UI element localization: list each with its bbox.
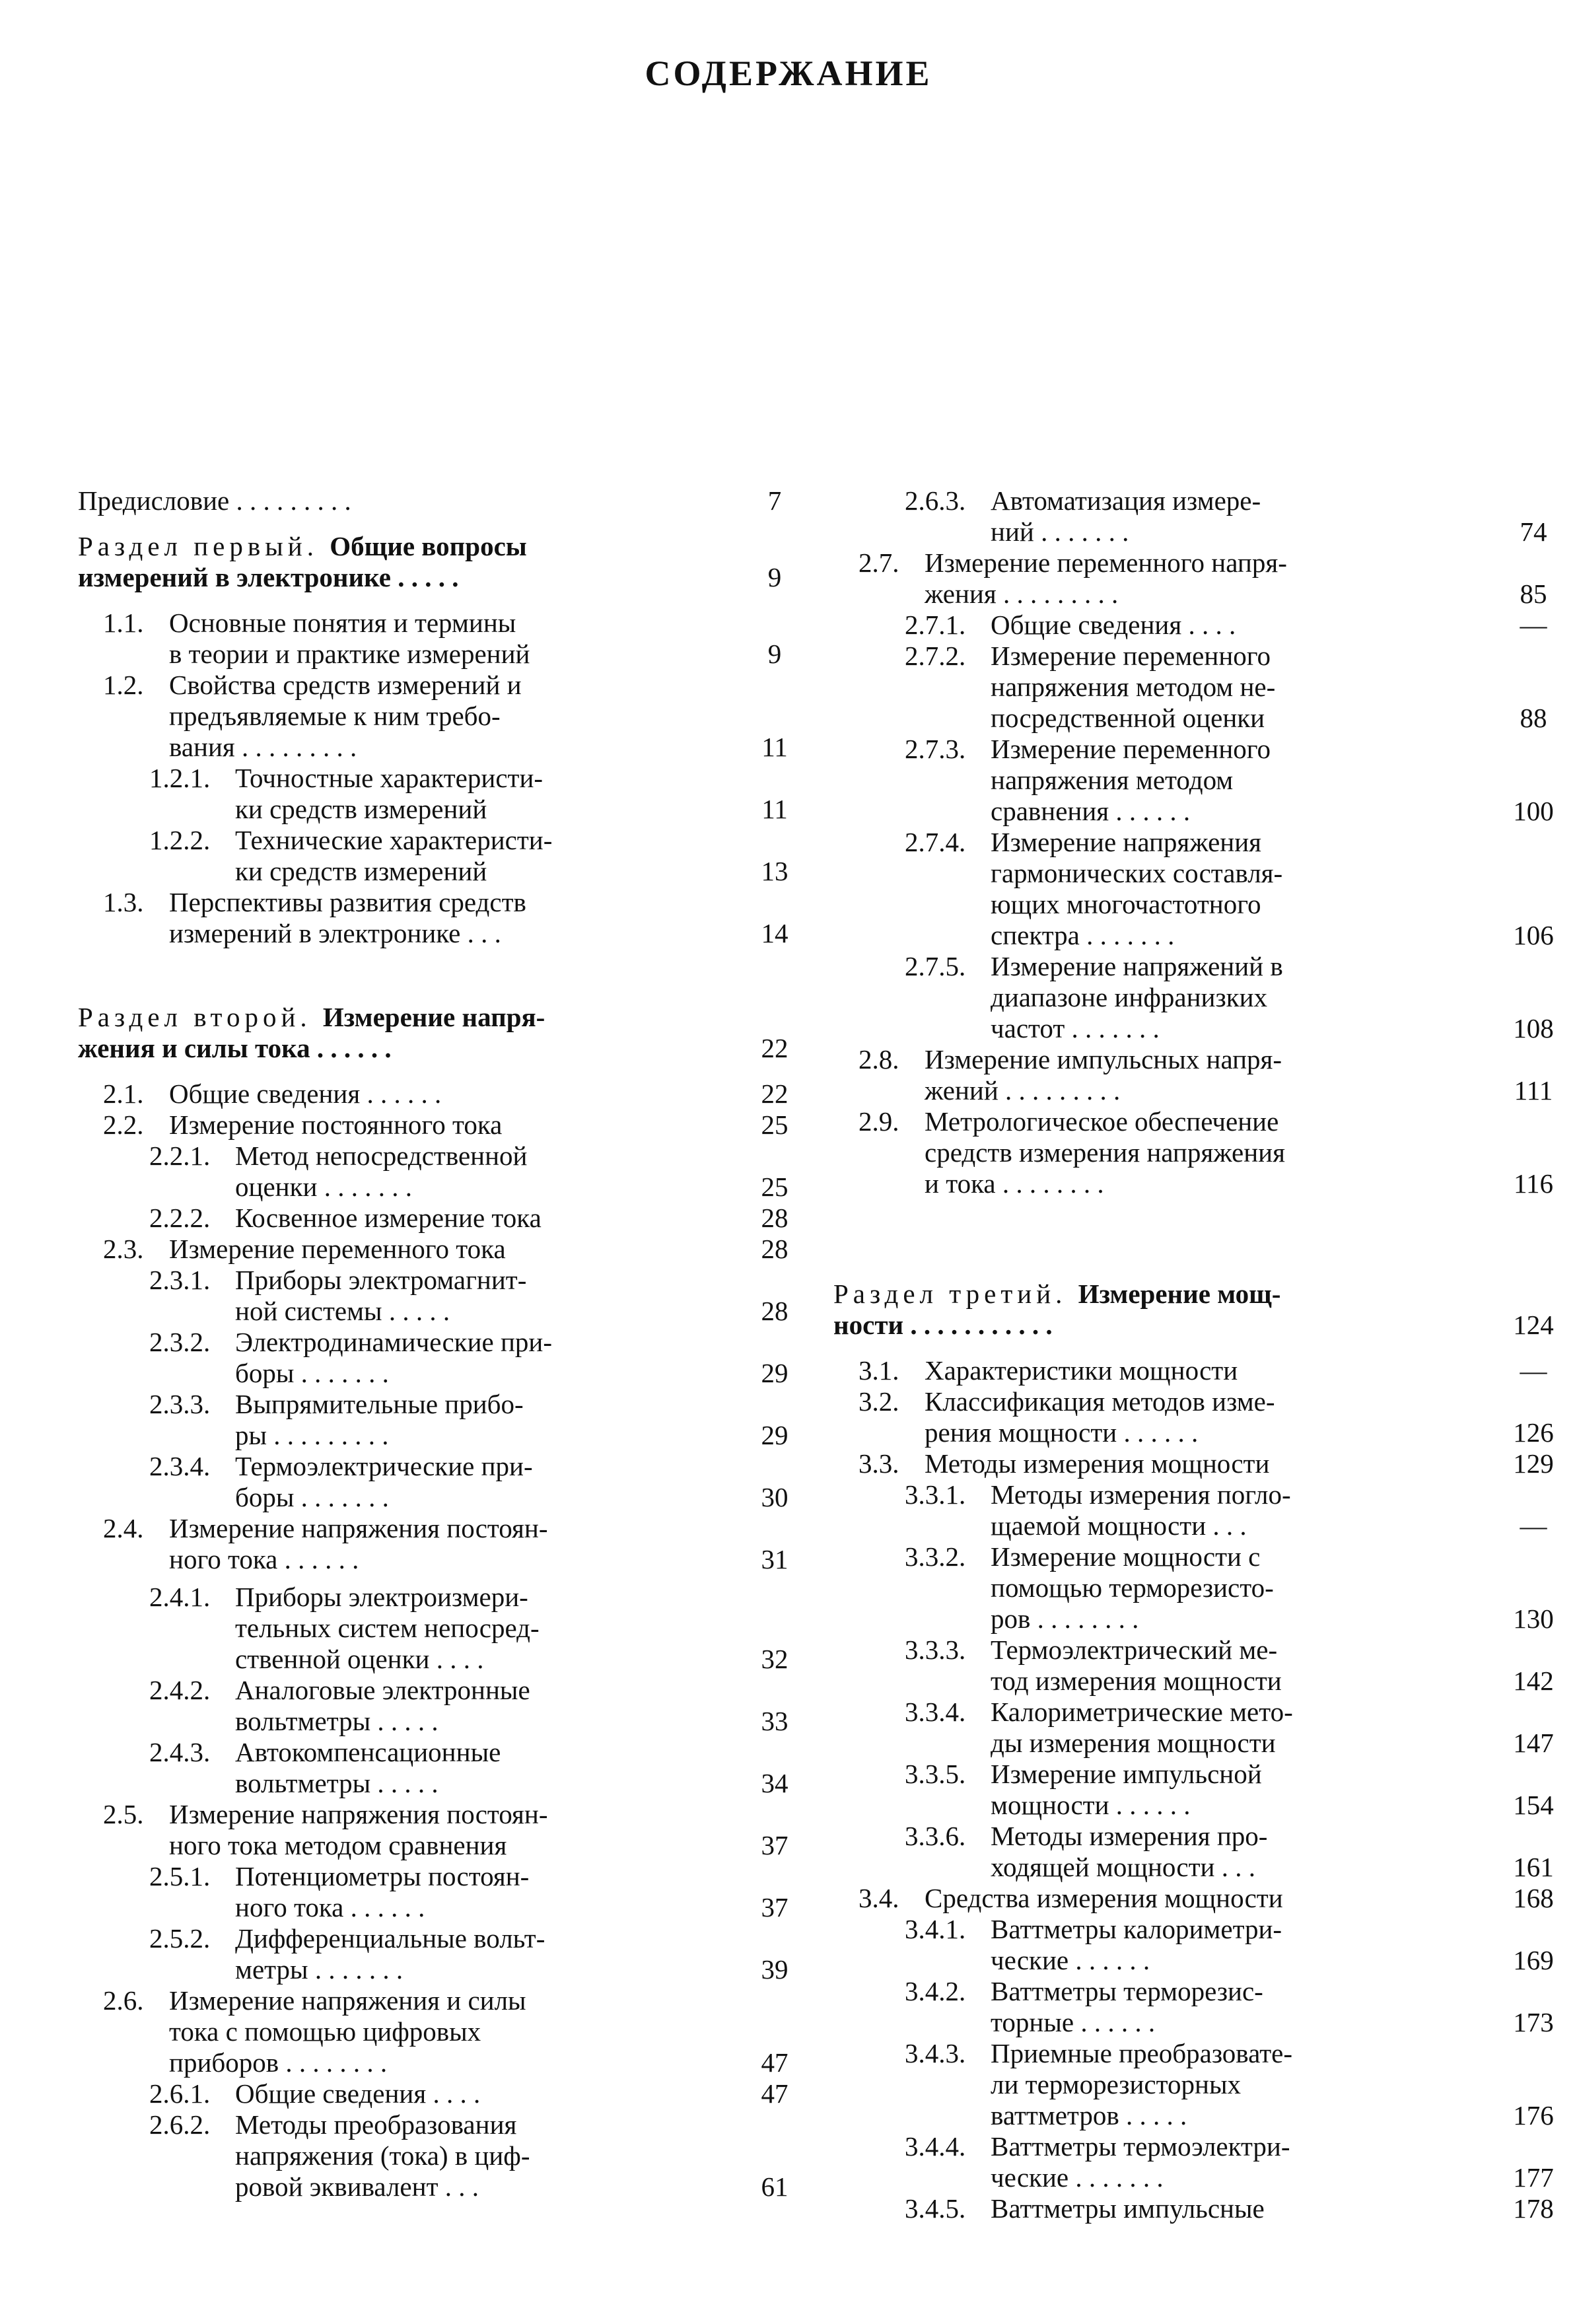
toc-page-number: 129 — [1513, 1448, 1554, 1479]
toc-page-number: 28 — [761, 1203, 788, 1233]
toc-page-number: 177 — [1513, 2162, 1554, 2193]
toc-entry — [78, 1234, 788, 1265]
toc-page-number: 37 — [761, 1892, 788, 1922]
toc-page-number: 22 — [761, 1078, 788, 1109]
toc-entry-number: 3.4.5. — [905, 2193, 966, 2224]
toc-page-number: 124 — [1513, 1310, 1554, 1340]
toc-entry — [833, 1541, 1554, 1635]
toc-page-number: 130 — [1513, 1603, 1554, 1634]
toc-entry-title: Методы преобразования напряжения (тока) в циф- ровой эквивалент . . . — [235, 2109, 530, 2202]
toc-entry-number: 2.1. — [103, 1078, 144, 1109]
toc-entry-title: Общие сведения . . . . — [991, 610, 1236, 640]
toc-entry — [78, 1861, 788, 1923]
toc-entry-title: Приемные преобразовате- ли терморезисторных ваттметров . . . . . — [991, 2038, 1293, 2130]
toc-page-number: 88 — [1520, 703, 1547, 733]
toc-entry-number: 2.2. — [103, 1109, 144, 1140]
toc-page-number: 169 — [1513, 1945, 1554, 1975]
toc-entry-title: Потенциометры постоян- ного тока . . . . . . — [235, 1861, 530, 1922]
toc-page-number: — — [1520, 610, 1547, 640]
toc-page-number: 33 — [761, 1706, 788, 1736]
toc-page-number: 39 — [761, 1954, 788, 1985]
toc-page-number: 100 — [1513, 796, 1554, 826]
toc-entry-number: 2.5.2. — [149, 1923, 211, 1954]
toc-entry-title: Приборы электромагнит- ной системы . . . . . — [235, 1265, 527, 1326]
toc-entry-number: 2.6.3. — [905, 485, 966, 516]
toc-entry-number: 2.7. — [859, 547, 899, 578]
toc-entry-title: Основные понятия и термины в теории и практике измерений — [169, 608, 530, 669]
toc-entry-number: 2.4.3. — [149, 1737, 211, 1767]
toc-page-number: 147 — [1513, 1728, 1554, 1758]
toc-entry-title: Измерение мощности с помощью терморезисто- ров . . . . . . . . — [991, 1541, 1274, 1634]
toc-page-number: 13 — [761, 856, 788, 886]
toc-entry — [78, 2078, 788, 2109]
toc-page-number: 11 — [761, 794, 788, 824]
toc-entry-number: 3.3.5. — [905, 1759, 966, 1789]
toc-entry-title: Характеристики мощности — [925, 1355, 1238, 1386]
toc-entry-number: 2.7.5. — [905, 951, 966, 981]
toc-entry-number: 2.8. — [859, 1044, 899, 1074]
toc-section-entry — [833, 1279, 1554, 1341]
toc-entry-number: 3.4. — [859, 1883, 899, 1913]
toc-entry-number: 2.4. — [103, 1513, 144, 1543]
toc-entry-title: Предисловие . . . . . . . . . — [78, 485, 351, 516]
toc-entry — [833, 1044, 1553, 1106]
section-label: Раздел третий. — [833, 1279, 1078, 1309]
toc-entry — [833, 610, 1547, 641]
toc-entry-number: 3.3. — [859, 1448, 899, 1479]
toc-entry — [78, 1799, 788, 1861]
toc-page-number: 9 — [767, 639, 782, 669]
toc-entry — [78, 763, 788, 825]
toc-entry — [833, 827, 1554, 951]
toc-entry-title: Измерение переменного напря- жения . . . . . . . . . — [925, 547, 1287, 609]
toc-entry-title: Приборы электроизмери- тельных систем непосред- ственной оценки . . . . — [235, 1582, 540, 1674]
toc-entry — [833, 1976, 1554, 2038]
toc-entry-title: Измерение переменного напряжения методом не- посредственной оценки — [991, 641, 1276, 733]
toc-section-entry — [78, 1002, 788, 1064]
toc-page-number: — — [1520, 1510, 1547, 1541]
toc-page-number: 9 — [767, 562, 782, 592]
toc-entry-title: Измерение импульсных напря- жений . . . . . . . . . — [925, 1044, 1282, 1106]
toc-entry-title: Раздел третий. Измерение мощ- ности . . . . . . . . . . . — [833, 1279, 1281, 1340]
toc-entry — [78, 1078, 788, 1109]
toc-entry — [78, 1203, 788, 1234]
toc-entry-number: 3.4.2. — [905, 1976, 966, 2006]
toc-entry-title: Раздел второй. Измерение напря- жения и силы тока . . . . . . — [78, 1002, 545, 1063]
toc-page-number: 22 — [761, 1033, 788, 1063]
toc-entry-title: Измерение постоянного тока — [169, 1109, 503, 1140]
toc-entry-number: 2.3.1. — [149, 1265, 211, 1295]
toc-page-number: 116 — [1514, 1168, 1553, 1199]
toc-entry-number: 2.2.2. — [149, 1203, 211, 1233]
toc-entry-number: 3.4.4. — [905, 2131, 966, 2162]
toc-entry — [78, 1513, 788, 1575]
toc-page-number: 47 — [761, 2047, 788, 2078]
toc-entry-number: 2.3.2. — [149, 1327, 211, 1357]
toc-entry-number: 2.9. — [859, 1106, 899, 1137]
toc-page-number: 14 — [761, 918, 788, 948]
toc-page-number: 111 — [1514, 1075, 1553, 1106]
toc-entry-number: 2.3.3. — [149, 1389, 211, 1419]
toc-entry-title: Свойства средств измерений и предъявляемые к ним требо- вания . . . . . . . . . — [169, 670, 522, 762]
toc-entry-title: Термоэлектрические при- боры . . . . . . . — [235, 1451, 533, 1512]
toc-page-number: 142 — [1513, 1666, 1554, 1696]
page-title: СОДЕРЖАНИЕ — [645, 53, 932, 93]
toc-entry-title: Ваттметры калориметри- ческие . . . . . . — [991, 1914, 1282, 1975]
toc-entry-number: 1.1. — [103, 608, 144, 638]
toc-entry — [78, 608, 782, 670]
toc-entry — [78, 887, 788, 949]
toc-entry-title: Точностные характеристи- ки средств измерений — [235, 763, 543, 824]
toc-entry — [78, 1389, 788, 1451]
toc-entry — [78, 1141, 788, 1203]
toc-entry-number: 1.2.2. — [149, 825, 211, 855]
toc-entry-number: 2.7.4. — [905, 827, 966, 857]
toc-entry-title: Измерение напряжения постоян- ного тока . . . . . . — [169, 1513, 548, 1574]
toc-entry — [833, 2038, 1554, 2131]
toc-page-number: 168 — [1513, 1883, 1554, 1913]
toc-entry-title: Калориметрические мето- ды измерения мощности — [991, 1697, 1293, 1758]
toc-page-number: 30 — [761, 1482, 788, 1512]
toc-entry-number: 1.2. — [103, 670, 144, 700]
toc-page-number: 85 — [1520, 579, 1547, 609]
toc-entry-number: 2.4.1. — [149, 1582, 211, 1612]
toc-entry-title: Метод непосредственной оценки . . . . . . . — [235, 1141, 528, 1202]
toc-entry-title: Средства измерения мощности — [925, 1883, 1283, 1913]
toc-entry — [833, 951, 1554, 1044]
toc-entry — [78, 1923, 788, 1985]
toc-entry — [78, 1985, 788, 2078]
toc-page-number: 176 — [1513, 2100, 1554, 2130]
toc-entry-title: Аналоговые электронные вольтметры . . . . . — [235, 1675, 530, 1736]
toc-entry-title: Дифференциальные вольт- метры . . . . . . . — [235, 1923, 545, 1985]
toc-page-number: 28 — [761, 1234, 788, 1264]
toc-entry — [833, 1759, 1554, 1821]
toc-entry-title: Раздел первый. Общие вопросы измерений в электронике . . . . . — [78, 531, 527, 592]
toc-entry — [78, 670, 788, 763]
toc-entry — [833, 1821, 1554, 1883]
toc-entry — [78, 485, 782, 516]
toc-entry-number: 3.3.4. — [905, 1697, 966, 1727]
toc-entry-number: 3.4.3. — [905, 2038, 966, 2068]
toc-entry — [78, 825, 788, 887]
toc-page-number: 25 — [761, 1172, 788, 1202]
toc-entry-number: 3.3.3. — [905, 1635, 966, 1665]
toc-page-number: 32 — [761, 1644, 788, 1674]
toc-page-number: 37 — [761, 1830, 788, 1860]
toc-page-number: 106 — [1513, 920, 1554, 950]
toc-entry — [833, 734, 1554, 827]
toc-entry-title: Измерение напряжения гармонических составля- ющих многочастотного спектра . . . . . . . — [991, 827, 1283, 950]
toc-entry-title: Измерение импульсной мощности . . . . . . — [991, 1759, 1262, 1820]
toc-entry — [833, 1355, 1547, 1386]
toc-entry-number: 3.1. — [859, 1355, 899, 1386]
toc-entry-title: Измерение напряжения и силы тока с помощью цифровых приборов . . . . . . . . — [169, 1985, 526, 2078]
toc-entry-title: Метрологическое обеспечение средств измерения напряжения и тока . . . . . . . . — [925, 1106, 1285, 1199]
toc-entry — [78, 1327, 788, 1389]
toc-page-number: 178 — [1513, 2193, 1554, 2224]
toc-entry — [833, 1386, 1554, 1448]
toc-entry-title: Выпрямительные прибо- ры . . . . . . . . . — [235, 1389, 524, 1450]
toc-page-number: 11 — [761, 732, 788, 762]
toc-entry-title: Перспективы развития средств измерений в электронике . . . — [169, 887, 526, 948]
toc-entry-number: 2.3. — [103, 1234, 144, 1264]
toc-entry-title: Ваттметры импульсные — [991, 2193, 1265, 2224]
toc-entry-title: Измерение напряжения постоян- ного тока методом сравнения — [169, 1799, 548, 1860]
toc-entry-number: 2.5.1. — [149, 1861, 211, 1891]
toc-page-number: 61 — [761, 2171, 788, 2202]
toc-entry — [833, 2131, 1554, 2193]
toc-entry-title: Термоэлектрический ме- тод измерения мощности — [991, 1635, 1282, 1696]
toc-entry — [833, 1883, 1554, 1914]
toc-entry — [833, 641, 1547, 734]
toc-page-number: 7 — [767, 485, 782, 516]
toc-entry — [78, 1451, 788, 1513]
toc-entry-number: 2.7.3. — [905, 734, 966, 764]
toc-page-number: 173 — [1513, 2007, 1554, 2037]
toc-entry-number: 3.3.1. — [905, 1479, 966, 1510]
toc-entry-number: 3.3.2. — [905, 1541, 966, 1572]
toc-entry-title: Ваттметры термоэлектри- ческие . . . . . . . — [991, 2131, 1290, 2193]
toc-entry-title: Автоматизация измере- ний . . . . . . . — [991, 485, 1261, 547]
toc-entry — [833, 2193, 1554, 2224]
toc-entry-number: 2.2.1. — [149, 1141, 211, 1171]
toc-entry — [833, 547, 1547, 610]
toc-page-number: 34 — [761, 1768, 788, 1798]
toc-entry-number: 2.3.4. — [149, 1451, 211, 1481]
toc-page-number: 28 — [761, 1296, 788, 1326]
toc-entry-number: 2.5. — [103, 1799, 144, 1829]
toc-page-number: 31 — [761, 1544, 788, 1574]
toc-page-number: 29 — [761, 1358, 788, 1388]
toc-entry-number: 1.3. — [103, 887, 144, 917]
section-label: Раздел второй. — [78, 1002, 323, 1032]
toc-entry — [833, 1697, 1554, 1759]
toc-entry-title: Косвенное измерение тока — [235, 1203, 542, 1233]
toc-page-number: — — [1520, 1355, 1547, 1386]
section-label: Раздел первый. — [78, 531, 330, 561]
toc-entry-title: Измерение напряжений в диапазоне инфранизких частот . . . . . . . — [991, 951, 1283, 1043]
toc-entry — [78, 2109, 788, 2202]
toc-entry — [833, 1914, 1554, 1976]
toc-entry-title: Общие сведения . . . . — [235, 2078, 481, 2109]
toc-entry — [833, 1106, 1553, 1199]
toc-entry-title: Методы измерения погло- щаемой мощности . . . — [991, 1479, 1291, 1541]
toc-entry-number: 2.6.1. — [149, 2078, 211, 2109]
toc-entry-title: Классификация методов изме- рения мощности . . . . . . — [925, 1386, 1275, 1448]
toc-right-column — [833, 485, 1554, 2224]
toc-entry-title: Измерение переменного тока — [169, 1234, 506, 1264]
toc-entry-title: Методы измерения про- ходящей мощности . . . — [991, 1821, 1268, 1882]
toc-page-number: 108 — [1513, 1013, 1554, 1043]
toc-entry-title: Электродинамические при- боры . . . . . . . — [235, 1327, 553, 1388]
toc-entry-number: 2.7.2. — [905, 641, 966, 671]
toc-page-number: 25 — [761, 1109, 788, 1140]
toc-page-number: 74 — [1520, 516, 1547, 547]
toc-entry — [78, 1582, 788, 1675]
toc-entry-number: 1.2.1. — [149, 763, 211, 793]
toc-entry — [833, 485, 1547, 547]
toc-left-column — [78, 485, 788, 2202]
toc-entry — [78, 1109, 788, 1141]
toc-entry-number: 3.4.1. — [905, 1914, 966, 1944]
toc-page-number: 154 — [1513, 1790, 1554, 1820]
toc-entry-title: Измерение переменного напряжения методом сравнения . . . . . . — [991, 734, 1271, 826]
toc-entry — [833, 1635, 1554, 1697]
toc-entry-title: Ваттметры терморезис- торные . . . . . . — [991, 1976, 1263, 2037]
toc-entry-title: Автокомпенсационные вольтметры . . . . . — [235, 1737, 501, 1798]
toc-page-number: 126 — [1513, 1417, 1554, 1448]
toc-entry-title: Общие сведения . . . . . . — [169, 1078, 442, 1109]
toc-entry — [833, 1479, 1547, 1541]
toc-page-number: 29 — [761, 1420, 788, 1450]
toc-entry — [78, 1265, 788, 1327]
toc-entry-number: 3.2. — [859, 1386, 899, 1417]
toc-entry-title: Методы измерения мощности — [925, 1448, 1270, 1479]
toc-entry-title: Технические характеристи- ки средств измерений — [235, 825, 553, 886]
toc-section-entry — [78, 531, 782, 593]
toc-page-number: 161 — [1513, 1852, 1554, 1882]
toc-entry — [833, 1448, 1554, 1479]
toc-entry-number: 2.4.2. — [149, 1675, 211, 1705]
toc-entry-number: 3.3.6. — [905, 1821, 966, 1851]
toc-page-number: 47 — [761, 2078, 788, 2109]
toc-entry — [78, 1675, 788, 1737]
toc-entry-number: 2.6.2. — [149, 2109, 211, 2140]
toc-entry — [78, 1737, 788, 1799]
toc-entry-number: 2.6. — [103, 1985, 144, 2016]
toc-entry-number: 2.7.1. — [905, 610, 966, 640]
